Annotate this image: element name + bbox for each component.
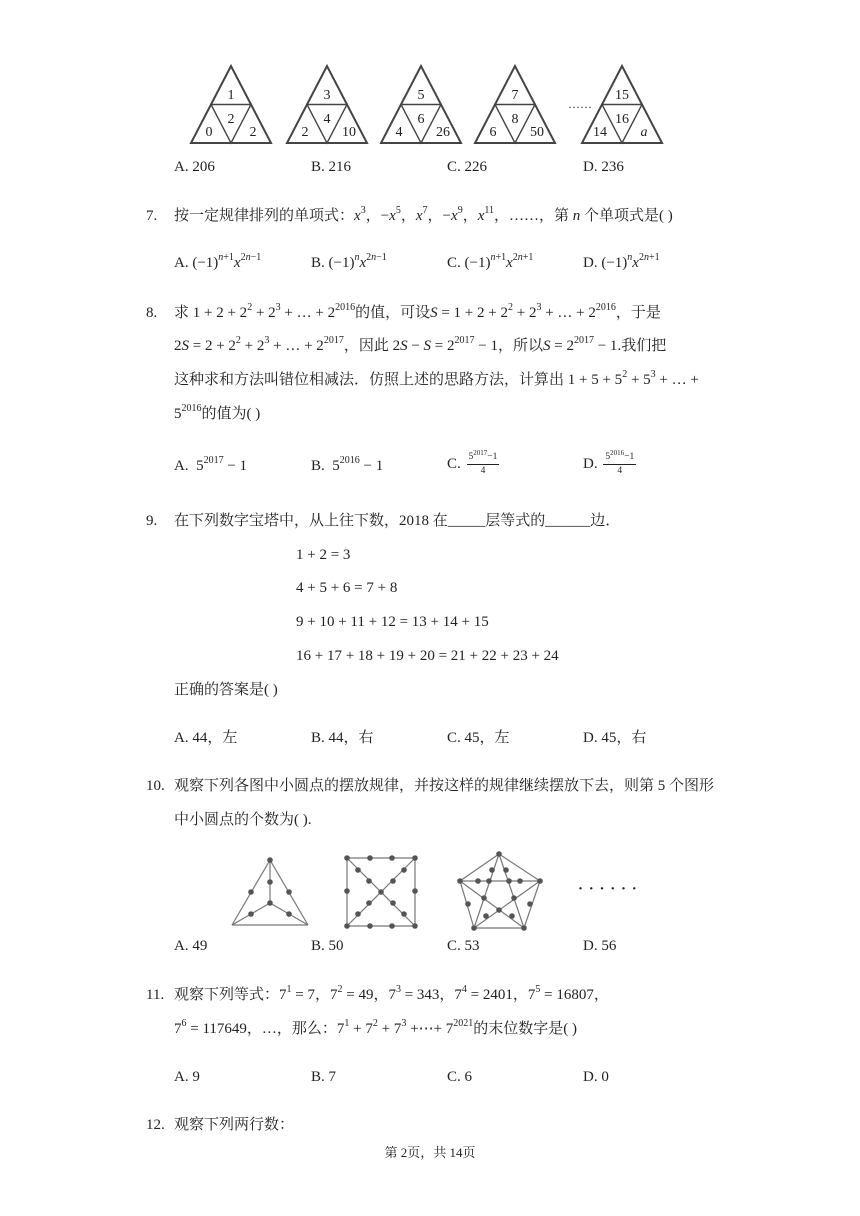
q12-number: 12. xyxy=(146,1117,165,1133)
figure-dot xyxy=(503,867,509,873)
q6-option-d: D. 236 xyxy=(583,159,624,175)
triangle-right-number: a xyxy=(640,125,648,140)
triangle-middle-number: 16 xyxy=(615,112,629,127)
triangle-top-number: 5 xyxy=(417,88,425,103)
page-footer: 第 2页，共 14页 xyxy=(384,1145,476,1160)
number-triangle xyxy=(582,66,662,143)
q7-number: 7. xyxy=(146,208,158,224)
q7-n: n xyxy=(572,208,581,224)
q9-equation-2: 4 + 5 + 6 = 7 + 8 xyxy=(296,580,398,596)
figure-dot xyxy=(537,878,543,884)
figure-dot xyxy=(286,889,292,895)
pentagon-dot-figure xyxy=(457,851,543,931)
triangle-top-number: 7 xyxy=(511,88,519,103)
triangle-left-number: 0 xyxy=(205,125,213,140)
figure-dot xyxy=(527,901,533,907)
q7-option-c: C. $(-1)^{n+1}x^{2n+1}$ xyxy=(447,252,534,271)
q7-option-b: B. $(-1)^nx^{2n-1}$ xyxy=(311,252,387,271)
q8-line-1: 求 $1 + 2 + 2^2 + 2^3$ + … + $2^{2016}$的值，可设$S = 1 + 2 + 2^2 + 2^3$ + … + $2^{2016}$，于是 xyxy=(174,302,661,321)
q7-option-d: D. $(-1)^nx^{2n+1}$ xyxy=(583,252,660,271)
figure-dot xyxy=(412,923,418,929)
figure-dot xyxy=(344,855,350,861)
q9-option-a: A. 44，左 xyxy=(174,730,238,746)
figure-dot xyxy=(390,900,396,906)
triangle-left-number: 6 xyxy=(489,125,497,140)
figure-dot xyxy=(367,923,373,929)
number-triangle xyxy=(475,66,555,143)
figure-dot xyxy=(267,900,273,906)
figure-dot xyxy=(366,900,372,906)
q10-number: 10. xyxy=(146,778,165,794)
figure-dot xyxy=(517,878,523,884)
figure-dot xyxy=(267,879,273,885)
q7-sequence: $x^3$，$-x^5$，$x^7$，$-x^9$，$x^{11}$， xyxy=(354,205,510,224)
figure-dot xyxy=(286,911,292,917)
q6-option-a: A. 206 xyxy=(174,159,215,175)
triangle-left-number: 2 xyxy=(301,125,309,140)
triangle-middle-number: 2 xyxy=(227,112,235,127)
q9-number: 9. xyxy=(146,513,158,529)
figure-dot xyxy=(511,895,517,901)
q11-option-d: D. 0 xyxy=(583,1069,609,1085)
q7-stem xyxy=(174,205,673,224)
q10-line-1: 观察下列各图中小圆点的摆放规律，并按这样的规律继续摆放下去，则第 5 个图形 xyxy=(174,778,715,794)
figure-dot xyxy=(267,857,273,863)
q9-equation-3: 9 + 10 + 11 + 12 = 13 + 14 + 15 xyxy=(296,614,489,630)
figure-dot xyxy=(355,867,361,873)
triangle-top-number: 15 xyxy=(615,88,629,103)
square-dot-figure xyxy=(344,855,418,929)
figure-dot xyxy=(483,913,489,919)
q8-option-b: B. $5^{2016} - 1$ xyxy=(311,455,384,474)
q11-line-1: 观察下列等式：$7^1 = 7$，$7^2 = 49$，$7^3 = 343$，$7^4 = 2401$，$7^5 = 16807$， xyxy=(174,984,609,1003)
figure-dot xyxy=(378,889,384,895)
triangle-top-number: 1 xyxy=(227,88,235,103)
q10-ellipsis: · · · · · · xyxy=(578,881,638,897)
figure-dot xyxy=(471,925,477,931)
figure-dot xyxy=(412,855,418,861)
triangle-right-number: 2 xyxy=(249,125,257,140)
q9-option-c: C. 45，左 xyxy=(447,730,510,746)
triangle-middle-number: 4 xyxy=(323,112,331,127)
q8-option-c: C. $\frac{5^{2017}-1}{4}$ xyxy=(447,449,498,476)
q9-equation-1: 1 + 2 = 3 xyxy=(296,547,351,563)
q11-number: 11. xyxy=(146,987,165,1003)
figure-dot xyxy=(367,855,373,861)
q7-text-c: 个单项式是( ) xyxy=(584,208,673,224)
figure-ellipsis: …… xyxy=(568,97,592,111)
q11-option-b: B. 7 xyxy=(311,1069,337,1085)
figure-dot xyxy=(366,878,372,884)
figure-dot xyxy=(521,925,527,931)
q12-stem: 观察下列两行数： xyxy=(174,1117,295,1133)
figure-dot xyxy=(344,923,350,929)
q9-option-d: D. 45，右 xyxy=(583,730,647,746)
q8-option-d: D. $\frac{5^{2016}-1}{4}$ xyxy=(583,449,635,476)
figure-dot xyxy=(457,878,463,884)
triangle-right-number: 10 xyxy=(342,125,356,140)
figure-dot xyxy=(401,867,407,873)
q11-option-a: A. 9 xyxy=(174,1069,200,1085)
q10-option-a: A. 49 xyxy=(174,938,208,954)
figure-dot xyxy=(412,888,418,894)
q9-option-b: B. 44，右 xyxy=(311,730,374,746)
triangle-left-number: 14 xyxy=(593,125,607,140)
figure-dot xyxy=(389,855,395,861)
figure-dot xyxy=(355,911,361,917)
figure-dot xyxy=(248,911,254,917)
figure-dot xyxy=(509,913,515,919)
q6-option-b: B. 216 xyxy=(311,159,352,175)
figure-dot xyxy=(390,878,396,884)
number-triangle xyxy=(381,66,461,143)
figure-dot xyxy=(486,878,492,884)
figure-dot xyxy=(248,889,254,895)
q8-line-4: $5^{2016}$的值为( ) xyxy=(174,403,261,422)
number-triangle xyxy=(191,66,271,143)
figure-dot xyxy=(496,851,502,857)
q8-option-a: A. $5^{2017} - 1$ xyxy=(174,455,248,474)
triangle-left-number: 4 xyxy=(395,125,403,140)
q9-answer-prompt: 正确的答案是( ) xyxy=(174,682,278,698)
q11-line-2: $7^6 = 117649$，…，那么：$7^1 + 7^2 + 7^3$ +⋯+ $7^{2021}$的末位数字是( ) xyxy=(174,1018,578,1037)
q8-line-3: 这种求和方法叫错位相减法．仿照上述的思路方法，计算出 $1 + 5 + 5^2 + 5^3$ + … + xyxy=(174,369,699,388)
q10-option-c: C. 53 xyxy=(447,938,480,954)
q8-line-2: $2S = 2 + 2^2 + 2^3$ + … + $2^{2017}$，因此 $2S - S = 2^{2017} - 1$，所以$S = 2^{2017} - 1$.我们把 xyxy=(174,335,667,354)
q10-option-b: B. 50 xyxy=(311,938,344,954)
figure-dot xyxy=(344,888,350,894)
triangle-top-number: 3 xyxy=(323,88,331,103)
triangle-middle-number: 6 xyxy=(417,112,425,127)
figure-dot xyxy=(389,923,395,929)
figure-dot xyxy=(475,878,481,884)
triangle-dot-figure xyxy=(232,857,308,925)
triangle-right-number: 26 xyxy=(436,125,450,140)
q7-text-b: ……，第 xyxy=(509,208,570,224)
triangle-number-figure xyxy=(0,0,860,160)
q9-equation-4: 16 + 17 + 18 + 19 + 20 = 21 + 22 + 23 + 24 xyxy=(296,648,559,664)
q11-option-c: C. 6 xyxy=(447,1069,473,1085)
dot-pattern-figure xyxy=(0,848,860,938)
q7-text-a: 按一定规律排列的单项式： xyxy=(174,208,355,224)
figure-dot xyxy=(401,911,407,917)
number-triangle xyxy=(287,66,367,143)
q6-option-c: C. 226 xyxy=(447,159,488,175)
triangle-middle-number: 8 xyxy=(511,112,519,127)
q10-line-2: 中小圆点的个数为( ). xyxy=(174,812,312,828)
q9-stem: 在下列数字宝塔中，从上往下数，2018 在_____层等式的______边． xyxy=(174,513,621,529)
triangle-right-number: 50 xyxy=(530,125,544,140)
q8-number: 8. xyxy=(146,305,158,321)
figure-dot xyxy=(465,901,471,907)
figure-dot xyxy=(506,878,512,884)
figure-dot xyxy=(496,907,502,913)
q7-option-a: A. $(-1)^{n+1}x^{2n-1}$ xyxy=(174,252,262,271)
q10-option-d: D. 56 xyxy=(583,938,617,954)
figure-dot xyxy=(489,867,495,873)
figure-dot xyxy=(481,895,487,901)
